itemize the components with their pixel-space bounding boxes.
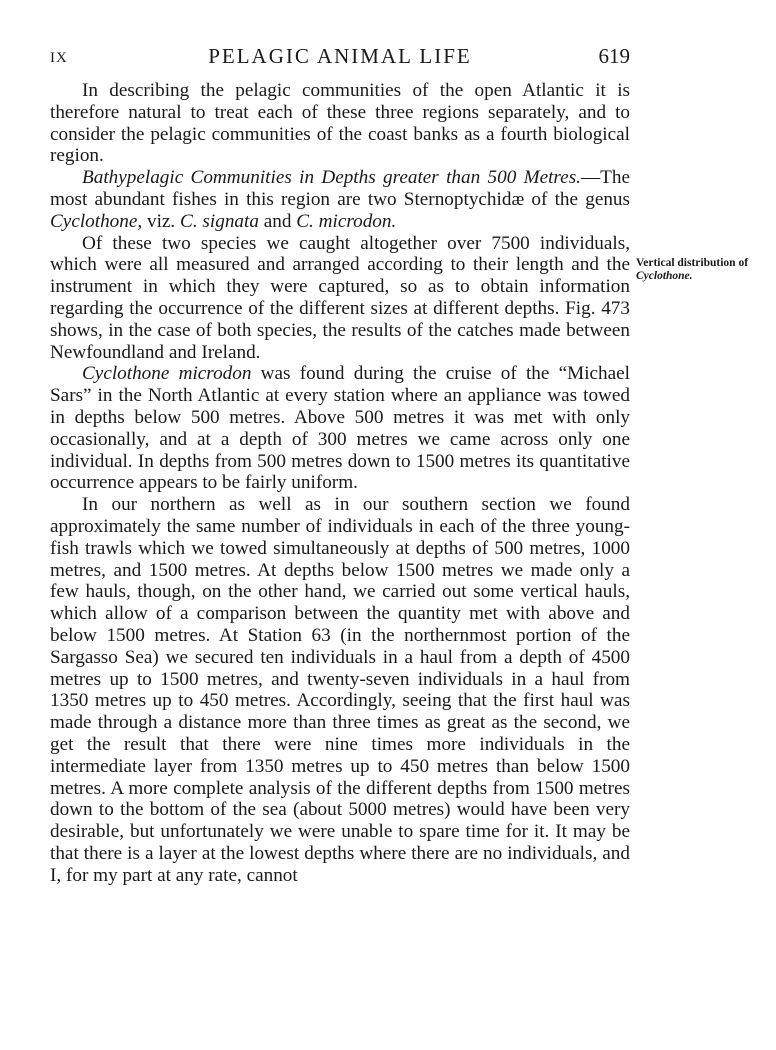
species-name: Cyclothone microdon [82, 363, 252, 385]
body-text [50, 80, 630, 886]
chapter-number: IX [50, 50, 68, 66]
paragraph-4: Cyclothone microdon was found during the cruise of the “Michael Sars” in the North Atlantic at every station where an appliance was towed in depths below 500 metres. Above 500 metres it was met with only occasionally, and at a depth of 300 metres we came across only one individual. In depths from 500 metres down to 1500 metres its quantitative occurrence appears to be fairly uniform. [50, 363, 631, 494]
margin-note: Vertical distribution of Cyclothone. [636, 257, 749, 282]
paragraph-3: Of these two species we caught altogether over 7500 individuals, which were all measured and arranged according to their length and the instrument in which they were captured, so as to obtain information regarding the occurrence of the different sizes at different depths. Fig. 473 shows, in the case of both species, the results of the catches made between Newfoundland and Ireland. [50, 232, 630, 363]
page-header [50, 44, 630, 74]
page-number: 619 [598, 44, 630, 68]
paragraph-5: In our northern as well as in our southern section we found approximately the same number of individuals in each of the three young-fish trawls which we towed simultaneously at depths of 500 metres, 1000 metres, and 1500 metres. At depths below 1500 metres we made only a few hauls, though, on the other hand, we carried out some vertical hauls, which allow of a comparison between the quantity met with above and below 1500 metres. At Station 63 (in the northernmost portion of the Sargasso Sea) we secured ten individuals in a haul from a depth of 4500 metres up to 1500 metres, and twenty-seven individuals in a haul from 1350 metres up to 450 metres. Accordingly, seeing that the first haul was made through a distance more than three times as great as the second, we get the result that there were nine times more individuals in the intermediate layer from 1350 metres up to 450 metres than below 1500 metres. A more complete analysis of the different depths from 1500 metres down to the bottom of the sea (about 5000 metres) would have been very desirable, but unfortunately we were unable to spare time for it. It may be that there is a layer at the lowest depths where there are no individuals, and I, for my part at any rate, cannot [50, 494, 630, 886]
paragraph-1: In describing the pelagic communities of the open Atlantic it is therefore natural to treat each of these three regions separately, and to consider the pelagic communities of the coast banks as a fourth biological region. [50, 80, 630, 167]
section-heading: Bathypelagic Communities in Depths greater than 500 Metres. [82, 167, 581, 189]
paragraph-2: Bathypelagic Communities in Depths greater than 500 Metres.—The most abundant fishes in this region are two Sternoptychidæ of the genus Cyclothone, viz. C. signata and C. microdon. [50, 167, 630, 232]
running-title: PELAGIC ANIMAL LIFE [208, 44, 472, 68]
